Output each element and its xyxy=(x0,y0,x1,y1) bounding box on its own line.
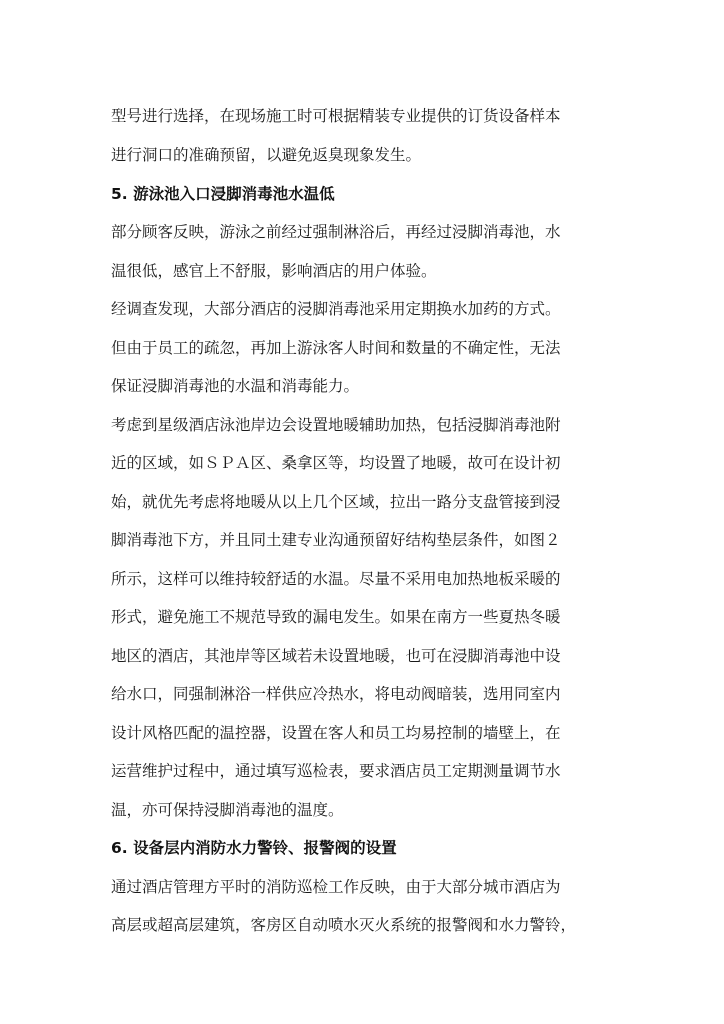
paragraph-line: 地区的酒店，其池岸等区域若未设置地暖，也可在浸脚消毒池中设 xyxy=(111,647,561,665)
paragraph-line: 设计风格匹配的温控器，设置在客人和员工均易控制的墙壁上，在 xyxy=(111,724,561,742)
paragraph-line: 经调查发现，大部分酒店的浸脚消毒池采用定期换水加药的方式。 xyxy=(111,300,561,318)
paragraph-line: 运营维护过程中，通过填写巡检表，要求酒店员工定期测量调节水 xyxy=(111,762,561,780)
paragraph-line: 形式，避免施工不规范导致的漏电发生。如果在南方一些夏热冬暖 xyxy=(111,608,561,626)
paragraph-line: 进行洞口的准确预留，以避免返臭现象发生。 xyxy=(111,146,422,164)
paragraph-line: 温，亦可保持浸脚消毒池的温度。 xyxy=(111,801,344,819)
section-heading-6: 6. 设备层内消防水力警铃、报警阀的设置 xyxy=(111,839,397,857)
paragraph-line: 保证浸脚消毒池的水温和消毒能力。 xyxy=(111,377,360,395)
paragraph-line: 型号进行选择，在现场施工时可根据精装专业提供的订货设备样本 xyxy=(111,107,561,125)
paragraph-line: 所示，这样可以维持较舒适的水温。尽量不采用电加热地板采暖的 xyxy=(111,570,561,588)
paragraph-line: 部分顾客反映，游泳之前经过强制淋浴后，再经过浸脚消毒池，水 xyxy=(111,223,561,241)
paragraph-line: 通过酒店管理方平时的消防巡检工作反映，由于大部分城市酒店为 xyxy=(111,878,561,896)
paragraph-line: 但由于员工的疏忽，再加上游泳客人时间和数量的不确定性，无法 xyxy=(111,339,561,357)
paragraph-line: 始，就优先考虑将地暖从以上几个区域，拉出一路分支盘管接到浸 xyxy=(111,493,561,511)
paragraph-line: 脚消毒池下方，并且同土建专业沟通预留好结构垫层条件，如图２ xyxy=(111,531,561,549)
paragraph-line: 温很低，感官上不舒服，影响酒店的用户体验。 xyxy=(111,262,437,280)
paragraph-line: 高层或超高层建筑，客房区自动喷水灭火系统的报警阀和水力警铃， xyxy=(111,916,577,934)
paragraph-line: 给水口，同强制淋浴一样供应冷热水，将电动阀暗装，选用同室内 xyxy=(111,685,561,703)
paragraph-line: 近的区域，如ＳＰＡ区、桑拿区等，均设置了地暖，故可在设计初 xyxy=(111,454,561,472)
paragraph-line: 考虑到星级酒店泳池岸边会设置地暖辅助加热，包括浸脚消毒池附 xyxy=(111,416,561,434)
section-heading-5: 5. 游泳池入口浸脚消毒池水温低 xyxy=(111,185,335,203)
